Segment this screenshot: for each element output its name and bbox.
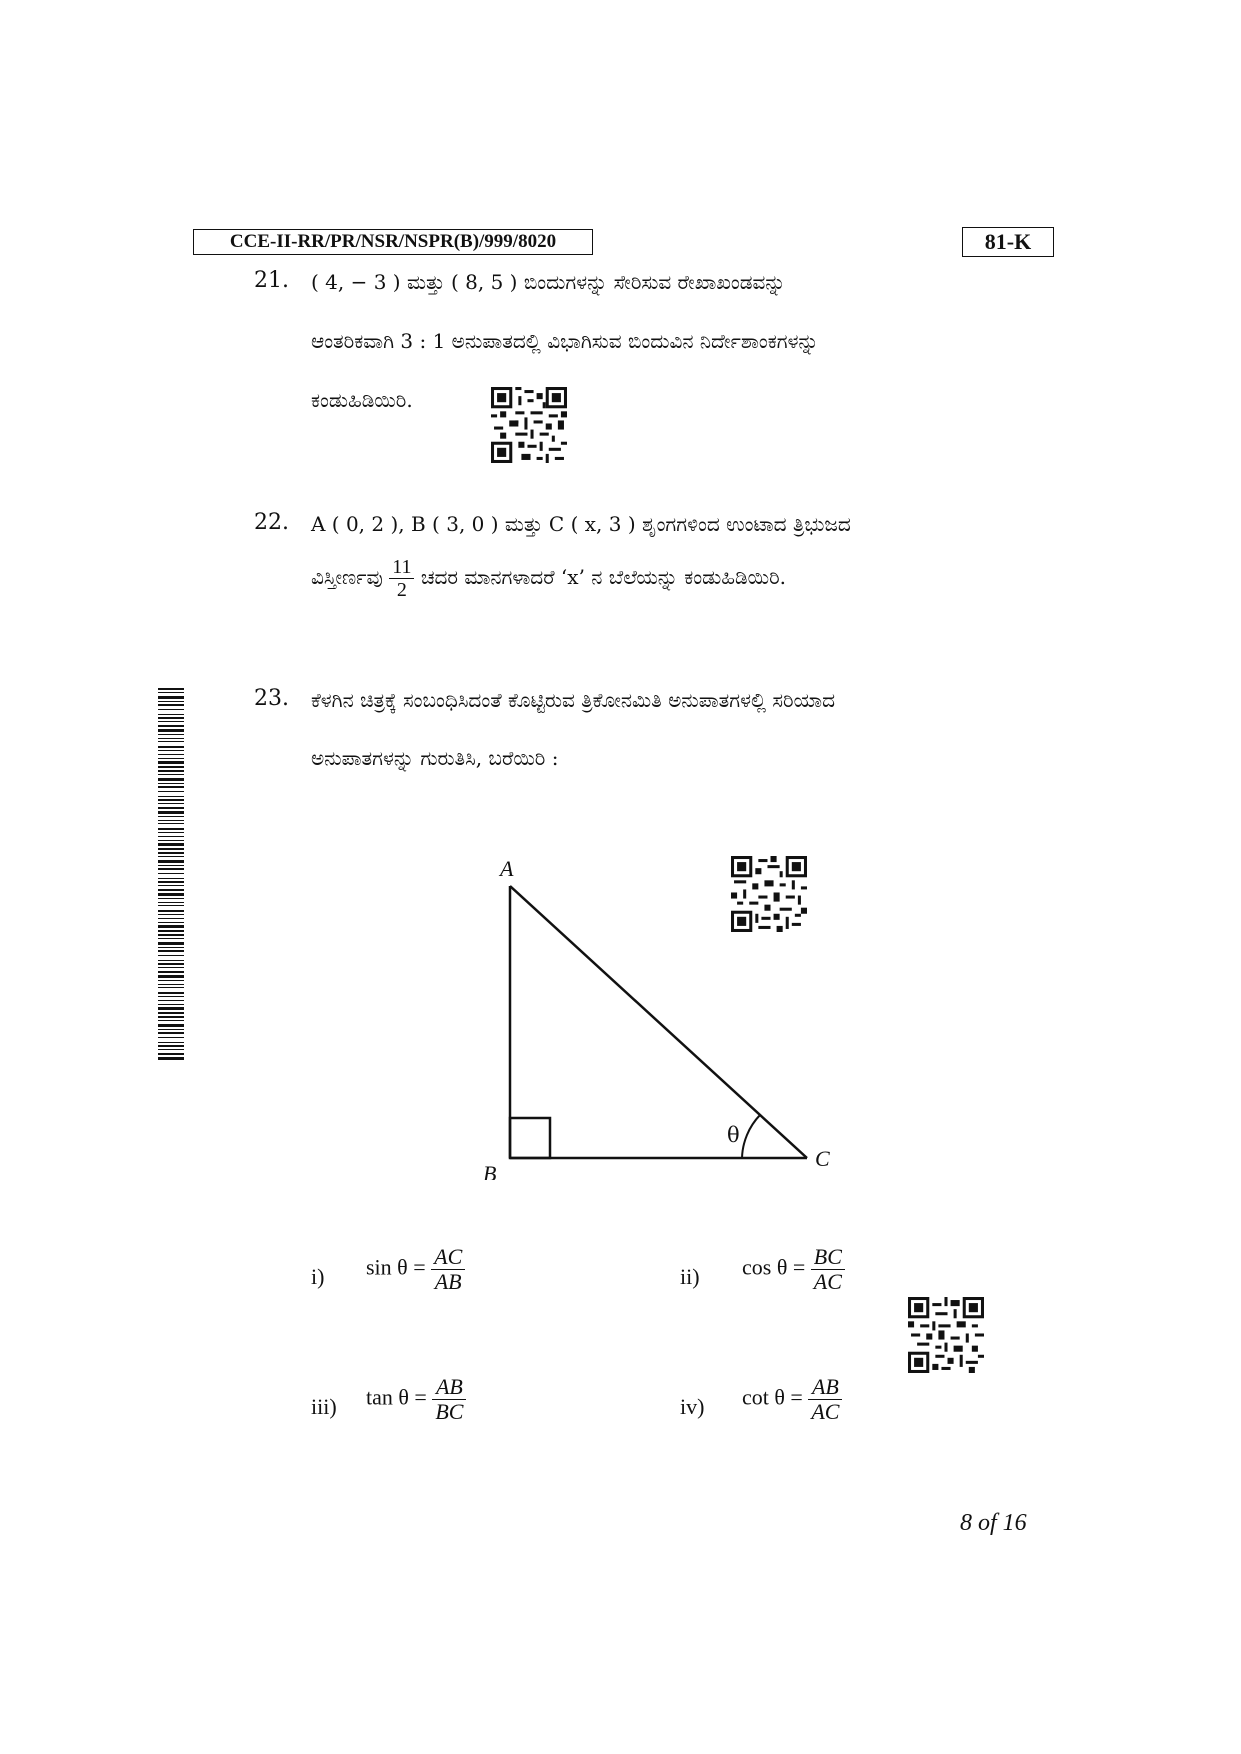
question-paper-code: CCE-II-RR/PR/NSR/NSPR(B)/999/8020 [193,229,593,255]
vertex-a-label: A [500,856,514,881]
question-23-line-1: ಕೆಳಗಿನ ಚಿತ್ರಕ್ಕೆ ಸಂಬಂಧಿಸಿದಂತೆ ಕೊಟ್ಟಿರುವ ತ್ರಿಕೋನಮಿತಿ ಅನುಪಾತಗಳಲ್ಲಿ ಸರಿಯಾದ [311,688,836,712]
angle-theta-label: θ [727,1123,740,1147]
vertex-c-label: C [815,1146,830,1171]
option-ii-fraction [811,1245,845,1294]
vertex-b-label: B [483,1161,497,1180]
option-i-label: i) [311,1264,325,1289]
question-21-line-3: ಕಂಡುಹಿಡಿಯಿರಿ. [311,388,413,412]
question-21-number: 21. [254,268,289,293]
question-22-line-2 [311,556,786,601]
option-i-fraction [431,1245,465,1294]
option-iii-numerator: AB [432,1375,466,1400]
option-ii-function: cos θ = [742,1254,806,1280]
paper-code-badge: 81-K [962,227,1054,257]
qr-code-icon [908,1297,984,1373]
question-23-line-2: ಅನುಪಾತಗಳನ್ನು ಗುರುತಿಸಿ, ಬರೆಯಿರಿ : [311,746,559,770]
fraction-denominator: 2 [396,579,407,601]
option-iv-numerator: AB [808,1375,842,1400]
qr-code-icon [731,856,807,932]
barcode-icon [158,688,184,1060]
option-iii-expression [366,1375,466,1424]
angle-arc [742,1115,760,1158]
page-number: 8 of 16 [960,1510,1027,1536]
option-iv-function: cot θ = [742,1384,803,1410]
question-21-line-2: ಆಂತರಿಕವಾಗಿ 3 : 1 ಅನುಪಾತದಲ್ಲಿ ವಿಭಾಗಿಸುವ ಬಿಂದುವಿನ ನಿರ್ದೇಶಾಂಕಗಳನ್ನು [311,329,819,353]
option-iv-denominator: AC [811,1399,840,1425]
option-i-expression [366,1245,465,1294]
option-iv-expression [742,1375,842,1424]
option-iii-denominator: BC [435,1399,464,1425]
option-i-numerator: AC [431,1245,465,1270]
question-23-number: 23. [254,686,289,711]
fraction-numerator: 11 [389,556,414,579]
option-i-function: sin θ = [366,1254,426,1280]
question-22-line-1: A ( 0, 2 ), B ( 3, 0 ) ಮತ್ತು C ( x, 3 ) ಶೃಂಗಗಳಿಂದ ಉಂಟಾದ ತ್ರಿಭುಜದ [311,512,851,536]
question-22-text-before: ವಿಸ್ತೀರ್ಣವು [311,565,383,589]
qr-code-icon [491,387,567,463]
question-22-number: 22. [254,510,289,535]
option-i-denominator: AB [434,1269,462,1295]
option-iii-function: tan θ = [366,1384,427,1410]
option-ii-numerator: BC [811,1245,845,1270]
option-iv-label: iv) [680,1394,705,1419]
option-iii-label: iii) [311,1394,337,1419]
question-22-text-after: ಚದರ ಮಾನಗಳಾದರೆ ‘x’ ನ ಬೆಲೆಯನ್ನು ಕಂಡುಹಿಡಿಯಿರಿ. [420,565,786,589]
option-ii-label: ii) [680,1264,700,1289]
question-21-line-1: ( 4, − 3 ) ಮತ್ತು ( 8, 5 ) ಬಿಂದುಗಳನ್ನು ಸೇರಿಸುವ ರೇಖಾಖಂಡವನ್ನು [311,270,786,294]
option-iii-fraction [432,1375,466,1424]
right-angle-marker [510,1118,550,1158]
option-ii-expression [742,1245,845,1294]
option-iv-fraction [808,1375,842,1424]
option-ii-denominator: AC [813,1269,842,1295]
area-fraction [389,556,414,601]
